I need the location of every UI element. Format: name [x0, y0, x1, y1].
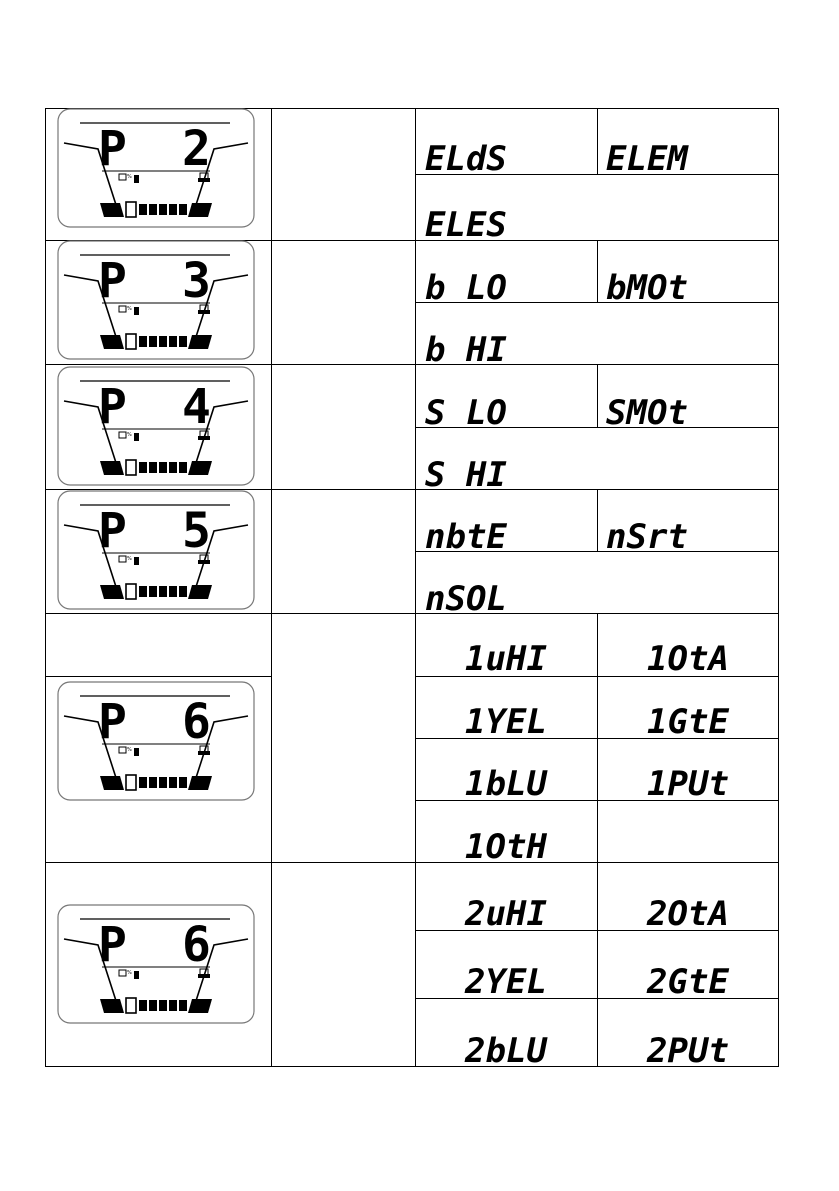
lcd-screen	[58, 109, 254, 227]
lcd-screen	[58, 905, 254, 1023]
code-1blu: 1bLU	[465, 764, 547, 804]
lcd-param-letter: P	[98, 503, 127, 559]
code-eld5: ELdS	[425, 139, 507, 179]
lcd-screen	[58, 491, 254, 609]
code-1uhi: 1uHI	[465, 639, 547, 679]
code-nsol: nSOL	[425, 579, 507, 619]
code-nbte: nbtE	[425, 517, 507, 557]
code-b-lo: b LO	[425, 268, 507, 308]
lcd-param-letter: P	[98, 253, 127, 309]
lcd-param-letter: P	[98, 694, 127, 750]
lcd-screen	[58, 241, 254, 359]
code-bmot: bMOt	[606, 268, 688, 308]
code-b-hi: b HI	[425, 330, 507, 370]
lcd-param-value: 4	[182, 379, 211, 435]
code-2yel: 2YEL	[465, 962, 547, 1002]
code-1put: 1PUt	[647, 764, 729, 804]
code-eles: ELES	[425, 205, 507, 245]
lcd-param-value: 2	[182, 121, 211, 177]
lcd-param-value: 5	[182, 503, 211, 559]
lcd-screen	[58, 367, 254, 485]
lcd-param-letter: P	[98, 121, 127, 177]
lcd-screen	[58, 682, 254, 800]
lcd-param-letter: P	[98, 379, 127, 435]
lcd-param-value: 3	[182, 253, 211, 309]
code-elem: ELEM	[606, 139, 688, 179]
code-1yel: 1YEL	[465, 702, 547, 742]
parameter-table: % P 2 P 3 P 4 P 5 P 6 P 6 ELdS ELEM ELES b LO bMOt b HI S LO SMOt S HI nbtE nSrt nSOL 1uHI 1OtA 1YEL 1GtE 1bLU 1PUt 1OtH 2uHI 2OtA 2YEL 2GtE 2bLU 2PUt	[0, 0, 839, 1191]
lcd-param-value: 6	[182, 917, 211, 973]
code-2put: 2PUt	[647, 1031, 729, 1071]
code-1oth: 1OtH	[465, 827, 547, 867]
code-nsrt: nSrt	[606, 517, 688, 557]
code-2ota: 2OtA	[647, 894, 729, 934]
code-2gte: 2GtE	[647, 962, 729, 1002]
code-s-hi: S HI	[425, 455, 507, 495]
code-smot: SMOt	[606, 393, 688, 433]
code-1ota: 1OtA	[647, 639, 729, 679]
code-2uhi: 2uHI	[465, 894, 547, 934]
lcd-param-letter: P	[98, 917, 127, 973]
code-s-lo: S LO	[425, 393, 507, 433]
code-2blu: 2bLU	[465, 1031, 547, 1071]
code-1gte: 1GtE	[647, 702, 729, 742]
lcd-param-value: 6	[182, 694, 211, 750]
